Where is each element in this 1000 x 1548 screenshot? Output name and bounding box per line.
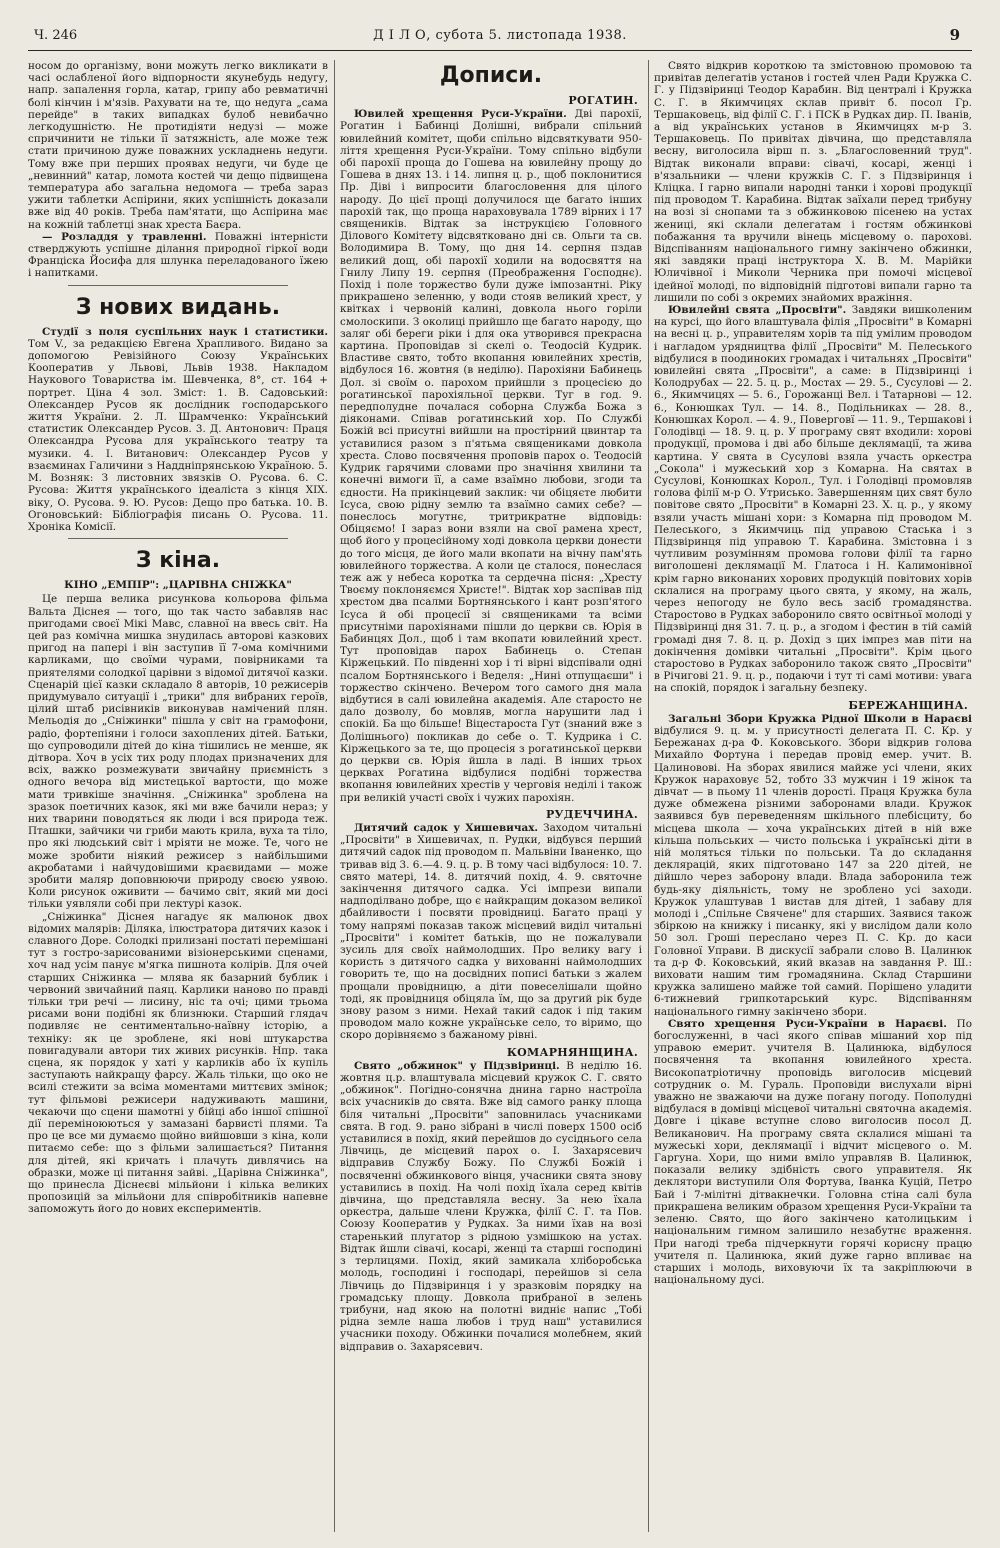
digestion-ad-heading: — Розладдя у травленні. xyxy=(42,230,207,243)
divider xyxy=(68,538,288,539)
report-text: По богослуженні, в часі якого співав мішаний хор під управою емерит. учителя В. Цалинюка, відбулося посвячення та вкопання ювилейного хреста. Високопатріотичну проповідь виголосив місцевий сотрудник о. М. Гураль. Проповіди вислухали вірні уважно не зважаючи на дуже погану погоду. Пополудні відбулася в домівці місцевої читальні святочна академія. Довге і цікаве вступне слово виголосив посол Д. Великанович. На програму свята склалися мішані та мужеські хори, деклямації і відчит місцевого о. М. Гаргуна. Хори, що ними вміло управляв В. Цалинюк, показали велику здібність свого управителя. Як деклятори виступили Оля Фортува, Іванка Куцій, Петро Бай і 7-мілітні дітвакнечки. Головна стіна салі була прикрашена великим образом хрещення Руси-України та зеленю. Свято, що його закінчено католицьким і національним гимном залишило незабутнє враження. При нагоді треба підчеркнути горячі корисну працю учителя п. Цалинюка, який дуже гарно впливає на старших і молодь, виховуючи їх та закріплюючи в національному дусі. xyxy=(654,1017,972,1287)
report-heading: Ювилейні свята „Просвіти". xyxy=(668,304,847,317)
film-review-title: КІНО „ЕМПІР": „ЦАРІВНА СНІЖКА" xyxy=(64,579,292,592)
report-heading: Дитячий садок у Хишевичах. xyxy=(354,821,539,834)
film-review-paragraph: Це перша велика рисункова кольорова фільма Вальта Діснея — того, що так часто забавляв нас пригодами своєї Мікі Мавс, славної на ввесь світ. На цей раз комічна мишка знудилась авторові казкових пригод на папері і він заступив її 7-ома комічними карликами, що своїми чурами, повірниками та приятелями солодкої царівни з відомої дитячої казки. Сценарій цієї казки складало 8 авторів, 10 режисерів придумувало ситуації і „трики" для вибраних героїв, цілий штаб рисівників виконував намічений плян. Мельодія до „Сніжинки" пішла у світ на грамофони, радіо, фортепіяни і голоси захоплених дітей. Батьки, що супроводили дітей до кіна тішились не менше, як дітвора. Хоч в усіх тих роду плодах призначених для всіх, важко розмежувати звичайну приємність з одного вечора від мистецької вартости, що може мати тривкіше значіння. „Сніжинка" зроблена на зразок поетичних казок, які ми вже бачили нераз; у них тварини поводяться як люди і вся природа теж. Пташки, зайчики чи гриби мають крила, вуха та тіло, про які людський світ і мріяти не може. Те, чого не може зробити ніякий режисер з найбільшими акробатами і найчудовішими краєвидами — може зробити маляр доповнюючи природу своєю уявою. Коли рисунок оживити — бачимо світ, який ми досі тільки уявляли собі при лектурі казок. xyxy=(28,593,328,911)
report-narayiv-school xyxy=(654,713,972,1018)
report-pidzvirynets xyxy=(340,1060,642,1353)
section-title-new-publications: З нових видань. xyxy=(75,294,281,320)
report-text: відбулися 9. ц. м. у присутності делегата П. С. Кр. у Бережанах д-ра Ф. Коковського. Збори відкрив голова Михайло Фортуна і передав провід емер. учит. В. Цалиновові. На зборах явилися майже усі члени, яких Кружок нараховує 52, тобто 33 мужчин і 19 жінок та дівчат — в пьому 11 членів дорості. Праця Кружка була дуже обмежена різними заборонами влади. Кружок заявився був переведенням шкільного плебісциту, бо місцева школа — хоча українських дітей в ній вже кільша польських — чисто польська і українські діти в ній моляться тільки по польськи. Та до складання деклярацій, яких підготовано 147 за 220 дітей, не дійшло через заборону влади. Влада заборонила теж будь-яку діяльність, тому не зроблено усі заходи. Кружок улаштував 1 вистав для дітей, 1 забаву для молоді і „Спільне Свячене" для старших. Заявися також збіркою на книжку і писанку, які у вислідом дали коло 50 зол. Гроші переслано через П. С. Кр. до каси Головної Управи. В дискусії забрали слово В. Цалинюк та д-р Ф. Коковський, який вказав на завдання Р. Ш.: виховати нашим тим громадянина. Склад Старшини кружка залишено майже той самий. Порішено уладити 6-тижневий грипкотарський курс. Відспіванням національного гимну закінчено збори. xyxy=(654,724,972,1018)
report-prosvita-jubilee xyxy=(654,304,972,695)
book-review-text: Том V., за редакцією Евгена Храпливого. Видано за допомогою Ревізійного Союзу Українських Кооператив у Львові, Львів 1938. Накладом Наукового Товариства ім. Шевченка, 8°, ст. 164 + портрет. Ціна 4 зол. Зміст: 1. В. Садовський: Олександер Русов як дослідник господарського життя України. 2. Л. Шрамченко: Український статистик Олександер Русов. 3. Д. Антонович: Праця Олександра Русова для українського театру та музики. 4. І. Витанович: Олександер Русов у взаєминах Галичини з Наддніпрянською Україною. 5. М. Возняк: З листовних звязків О. Русова. 6. С. Русова: Життя українського ідеаліста з кінця XIX. віку, О. Русова. 9. Ю. Русов: Дещо про батька. 10. В. Огоновський: Бібліографія писань О. Русова. 11. Хроніка Комісії. xyxy=(28,337,328,533)
section-title-cinema: З кіна. xyxy=(135,548,221,574)
report-heading: Ювилей хрещення Руси-України. xyxy=(354,108,567,121)
report-rohatyn xyxy=(340,108,642,804)
book-title: Студії з поля суспільних наук і статистики. xyxy=(42,325,328,338)
divider xyxy=(68,285,288,286)
report-continued: Свято відкрив короткою та змістовною промовою та привітав делегатів установ і гостей член Ради Кружка С. Г. у Підзвіринці Теодор Карабин. Від централі і Кружка С. Г. в Якимчицях склав привіт б. посол Гр. Тершаковець, від філії С. Г. і ПСК в Рудках дир. П. Іванів, а від українських установ в Якимчицях м-р З. Тершаковець. По привітах дівчина, що представляла весну, виголосила вірш п. з. „Благословенний труд". Відтак виконали вправи: сівачі, косарі, женці і в'язальники — члени кружків С. Г. з Підзвіринця і Кліцка. І гарно випали народні танки і хорові продукції під проводом Т. Карабина. Відтак заїхали перед трибуну на возі зі снопами та з обжинковою пісенею на устах жениці, які склали делегатам і гостям обжинкові побажання та вручили вінець місцевому о. парохові. Відспіванням національного гимну закінчено обжинки, які завдяки праці інструктора Х. В. М. Марійки Юличівної і Миколи Черника при помочі місцевої ідейної молоді, по відповідній підготові випали гарно та лишили по собі з окремих знайомих вражіння. xyxy=(654,60,972,304)
report-text: В неділю 16. жовтня ц.р. влаштувала місцевий кружок С. Г. свято „обжинок". Погідно-сонячна днина гарно настроїла всіх учасників до свята. Вже від самого ранку площа біля читальні „Просвіти" заповнилась учасниками свята. В год. 9. рано зібрані в числі поверх 1500 осіб уставилися в похід, який перейшов до сусіднього села Лівчиць, де місцевий парох о. І. Захарясевич відправив Службу Божу. По Службі Божій і посвяченні обжинкового вінця, учасники свята знову уставились в похід. На чолі похід їхала серед квітів дівчина, що представляла весну. За нею їхала оркестра, дальше члени Кружка, філії С. Г. та Пов. Союзу Кооператив у Рудках. За ними їхав на возі старенький плугатор з рідною узмішкою на устах. Відтак йшли сівачі, косарі, женці та старші господині з терлицями. Похід, який замикала хліборобська молодь, господині і господарі, перейшов зі села Лівчиць до Підзвіринця і у зразковім порядку на громадську площу. Довкола прибраної в зелень трибуни, над якою на полотні видніє напис „Тобі рідна земле наша любов і труд наш" уставилися учасники походу. Обжинки почалися молебнем, який відправив о. Захарясевич. xyxy=(340,1059,642,1353)
film-review-paragraph: „Сніжинка" Діснея нагадує як малюнок двох відомих малярів: Діляка, ілюстратора дитячих казок і славного Доре. Солодкі прилизані постаті перемішані тут з гостро-зарисованими візіонерськими сценами, хоч над усім панує м'ягка пишнота колірів. Для очей старших Сніжинка — млява як базарний бублик і червоний звичайний паяц. Карлики наново по правді тільки три речі — лисину, ніс та очі; цими трьома рисами вони подібні як близнюки. Старший глядач подивляє не сентиментально-наївну історію, а техніку: як це зроблене, які нові штукарства повигадували автори тих живих рисунків. Нпр. така сцена, як порядок у хаті у карликів або їх купіль заступають найкращу фарсу. Жаль тільки, що око не всилі стежити за всіма моментами миттєвих змінок; тут фільмові режисери надуживають машини, чекаючи що сцени шамотні у бійці або іншої спішної дії переміноюються у замазані барвисті плями. Та про це все ми думаємо щойно вийшовши з кіна, коли питаємо себе: що з фільми залишається? Питання для дітей, які кричать і плачуть дивлячись на образки, може ці питання зайві. „Царівна Сніжинка", що принесла Діснеєві мільйони і кілька великих пропозицій за мільйони для співробітників напевне запоможуть його до нових експериментів. xyxy=(28,910,328,1216)
place-heading: БЕРЕЖАНЩИНА. xyxy=(848,698,968,712)
report-text: Дві парохії, Рогатин і Бабинці Долішні, вибрали спільний ювилейний комітет, щоби спільно відсвяткувати 950-ліття хрещення Руси-України. Тому спільно відбули обі парохії проща до Гошева на ювилейну прощу до Гошева в днях 13. і 14. липня ц. р., щоб поклонитися Пр. Діві і випросити благословення для цілого народу. До цієї прощі долучилося ще багато інших парохій так, що проща нараховувала 1789 вірних і 17 священиків. Відтак за інструкцією Головного Ділового Комітету відсвятковано дні св. Ольги та св. Володимира В. Тому, що дня 14. серпня пздав великий дощ, обі парохії ходили на водосвяття на Гнилу Липу 19. серпня (Преображення Господнє). Похід і поле торжество були дуже імпозантні. Ріку прикрашено зеленню, у води стояв великий хрест, у квітках і червоній калині, довкола нього горіли смолоскипи. З околиці прийшло ще багато народу, що заляг обі береги ріки і для ока утворився прекрасна картина. Проповідав зі скелі о. Теодосій Кудрик. Властиве свято, тобто вкопання ювилейних хрестів, відбулося 16. жовтня (в неділю). Парохіяни Бабинець Дол. зі своїм о. парохом прийшли з процесією до рогатинської парохіяльної церкви. Туг в год. 9. передполудне почалася соборна Служба Божа з діяконами. Співав рогатинський хор. По Службі Божій всі присутні вийшли на простірний цвинтар та уставилися разом з п'ятьма священиками довкола хреста. Слово посвячення проповів парох о. Теодосій Кудрик гарячими словами про значіння хвилини та конечні вимоги її, а саме взаїмно любови, згоди та єдности. На прикінцевий заклик: чи обіцяєте любити Ісуса, свою рідну землю та взаїмно самих себе? — понеслось могутнє, тритрикратне відповідь: Обіцяємо! І зараз вони взяли на свої рамена хрест, щоб його у процесійному ході довкола церкви донести до того місця, де його мали вкопати на вічну пам'ять ювилейного торжества. А коли це сталося, понеслася теж аж у небеса коротка та сердечна пісня: „Хресту Твоєму поклоняємся Христе!". Відтак хор заспівав під хрестом два псалми Бортнянського і кант розп'ятого Ісуса й обі процесії зі священиками та всіми присутніми парохіянами пішли до церкви св. Юрія в Бабинцях Дол., щоб і там вкопати ювилейний хрест. Тут проповідав парох Бабинець о. Степан Кіржецький. По південні хор і ті вірні відспівали одні псалом Бортнянського і Веделя: „Нині отпущаєши" і торжество скінчено. Вечером того самого дня мала відбутися в салі ювилейна академія. Але старосто не дало дозволу, бо мовляв, могла нарушити лад і спокій. Ба що більше! Віцестароста Гут (знаний вже з Долішнього) покликав до себе о. Т. Кудрика і С. Кіржецького за те, що процесія з рогатинської церкви до церкви св. Юрія йшла в ладі. В інших трьох церквах Рогатина відбулися подібні торжества вкопання ювилейних хрестів у черговія неділі і також при великій участі своїх і чужих парохіян. xyxy=(340,108,642,804)
report-heading: Свято „обжинок" у Підзвіринці. xyxy=(354,1059,560,1072)
column-middle xyxy=(340,60,642,1532)
column-left xyxy=(28,60,328,1532)
report-heading: Загальні Збори Кружка Рідної Школи в Нараєві xyxy=(668,712,972,725)
issue-number: Ч. 246 xyxy=(34,28,78,43)
column-divider xyxy=(648,60,649,1532)
place-heading: КОМАРНЯНЩИНА. xyxy=(506,1045,638,1059)
page-header xyxy=(28,22,972,51)
place-heading: РУДЕЧЧИНА. xyxy=(545,807,638,821)
section-title-reports: Дописи. xyxy=(439,63,543,88)
column-right xyxy=(654,60,972,1532)
aspirin-ad-text: носом до організму, вони можуть легко викликати в часі ослабленої його відпорности якунебудь недугу, напр. запалення горла, катар, грипу або ревматичні болі кінчин і м'язів. Рахувати на те, що недуга „сама перейде" в таких випадках булоб невибачно легкодушністю. Не протидіяти недузі — може спричинити не тільки її затяжність, але може теж стати причиною дуже поважних ускладнень недуги. Тому вже при перших проявах недуги, чи буде це „невинний" катар, ломота костей чи дещо підвищена температура або загальна недомога — треба зараз ужити таблетки Аспірини, яких успішність доказали вже від 40 років. Треба пам'ятати, що Аспірина має на кожній таблетці знак хреста Баєра. xyxy=(28,60,328,231)
digestion-ad xyxy=(28,231,328,280)
report-text: Завдяки вишколеним на курсі, що його влаштувала філія „Просвіти" в Комарні на весні ц. р., управителям хорів та під умілим проводом і нагладом урядництва філії „Просвіти" М. Пелеського відбулися в поодиноких громадах і читальнях „Просвіти" ювилейні свята „Просвіти", а саме: в Підзвіринці і Колодрубах — 22. 5. ц. р., Мостах — 29. 5., Сусулові — 2. 6., Якимчицях — 5. 6., Горожанці Вел. і Татарнові — 12. 6., Конюшках Тул. — 14. 8., Подільниках — 28. 8., Конюшках Корол. — 4. 9., Поверговї — 11. 9., Тершакові і Голодівці — 18. 9. ц. р. У програму свят входили: хорові продукції, промова і дві або більше деклямації, та жива картина. У свята в Сусулові взяла участь оркестра „Сокола" і мужеський хор з Комарна. На святах в Сусулові, Конюшках Корол., Тул. і Голодівці промовляв голова філії м-р О. Утрисько. Завершенням цих свят було повітове свято „Просвіти" в Комарні 23. Х. ц. р., у якому взяли участь мішані хори: з Комарна під проводом М. Пелеського, з Якимчиць під управою Стаська і з Підзвіринця під управою Т. Карабина. Змістовна і з чутливим розумінням промова голови філії та гарно виголошені деклямації М. Глатоса і Н. Калимонівної крім гарно виконаних хорових продукцій повітових хорів склалися на програму цього свята, у якому, на жаль, через непогоду не було весь засіб громадянства. Старостово в Рудках заборонило свято освітньої молоді у Підзвіринці дня 31. 7. ц. р., а згодом і фестин в тій самій громаді дня 7. 8. ц. р. Дохід з цих імпрез мав піти на докінчення домівки читальні „Просвіти". Крім цього старостово в Рудках заборонило також свято „Просвіти" в Річигові 21. 9. ц. р., подаючи і тут ті самі мотиви: увага на спокій, порядок і загальну безпеку. xyxy=(654,304,972,695)
report-heading: Свято хрещення Руси-України в Нараєві. xyxy=(668,1017,947,1030)
place-heading: РОГАТИН. xyxy=(568,94,638,107)
report-khyshevychi xyxy=(340,822,642,1042)
report-narayiv-baptism xyxy=(654,1018,972,1286)
book-review xyxy=(28,326,328,533)
masthead-date: Д І Л О, субота 5. листопада 1938. xyxy=(373,28,627,43)
column-divider xyxy=(334,60,335,1532)
report-text: Заходом читальні „Просвіти" в Хишевичах, п. Рудки, відбувся перший дитячий садок під проводом п. Мальвіни Іваненко, що тривав від 3. 6.—4. 9. ц. р. В тому часі відбулося: 10. 7. свято матері, 14. 8. дитячий похід, 4. 9. святочне закінчення дитячого садка. Усі імпрези випали надподілвано добре, що є найкращим доказом великої дбайливости і посвяти провідниці. Багато праці у тому напрямі показав також місцевий виділ читальні „Просвіти" і комітет батьків, що не пожалували зусиль для своїх наймолодших. Про велику вагу і користь з дитячого садка у вихованні наймолодших говорить те, що на досвідних пописі батьки з жалем прощали провідницю, а діти повеселішали щойно тоді, як провідниця обіцяла їм, що за другий рік буде знову разом з ними. Нехай такий садок і під таким проводом мало кожне українське село, то віримо, що скоро дорівняємо з бажаному рівні. xyxy=(340,821,642,1042)
digestion-ad-text: Поважні інтерністи стверджують успішне ділання природної гіркої води Франціска Йосифа для шлунка переладованого їжею і напитками. xyxy=(28,230,328,280)
page-number: 9 xyxy=(949,26,960,44)
